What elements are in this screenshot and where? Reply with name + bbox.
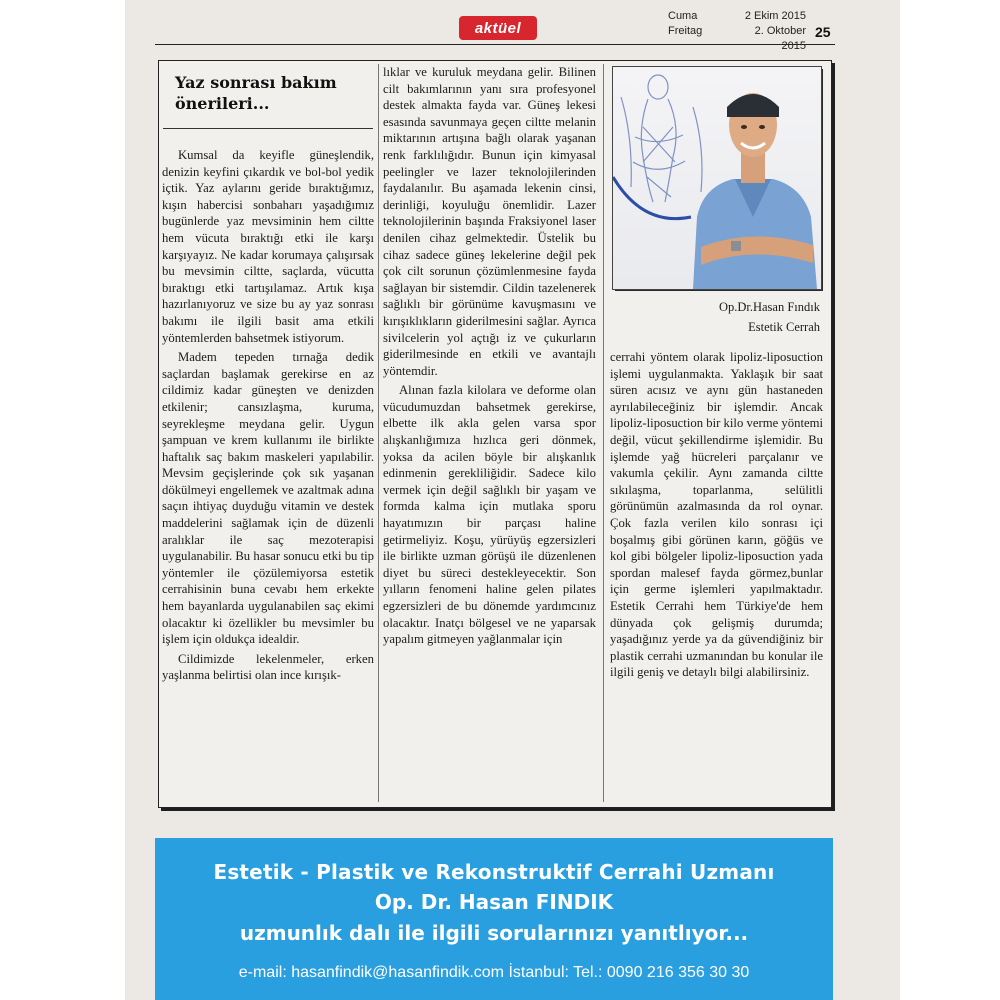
paragraph: Madem tepeden tırnağa dedik saçlardan başlamak gerekirse en az cildimiz kadar güneşten ve denizden etkilenir; cansızlaşma, kuruma, seyrekleşme meydana gelir. Uygun şampuan ve krem kullanımı ile birlikte haftalık saç bakım maskeleri yapılabilir. Mevsim geçişlerinde çok sık yaşanan dökülmeyi engellemek ve azaltmak adına saçın ihtiyaç duyduğu vitamin ve destek maddelerini sağlamak için de düzenli aralıklar ile saç mezoterapisi uygulanabilir. Bu hasar sonucu etki bu tip yöntemler ile çözülemiyorsa estetik cerrahisinin buna cevabı hem erkekte hem bayanlarda uygulanabilen saç ekimi olacaktır ki özellikler bu mevsimler bu işlem için oldukça idealdir. — [162, 350, 374, 647]
headline-rule — [163, 128, 373, 129]
page-number: 25 — [815, 24, 831, 40]
paragraph: cerrahi yöntem olarak lipoliz-liposuction işlemi uygulanmakta. Yaklaşık bir saat süren acısız ve aynı gün hastaneden ayrılabileceğiniz bir işlemdir. Ancak lipoliz-liposuction bir kilo verme yöntemi değil, vücut şekillendirme işlemidir. Bu işlemde yağ hücreleri parçalanır ve vakumla çekilir. Aynı zamanda ciltte sıkılaşma, toparlanma, selülitli görünümün azalmasında da rol oynar. Çok fazla verilen kilo sonrası içi boşalmış gibi görünen karın, göğüs ve kol gibi bölgeler lipoliz-liposuction yada spordan malesef fayda görmez,bunlar için germe işlemleri yapılmaktadır. Estetik Cerrahi hem Türkiye'de hem dünyada çok gelişmiş durumda; yaşadığınız yerde ya da güvendiğiniz bir plastik cerrahi uzmanından bu konular ile ilgili geniş ve detaylı bilgi alabilirsiniz. — [610, 350, 823, 680]
article-column-3 — [610, 349, 823, 681]
column-divider — [603, 64, 604, 802]
day-tr: Cuma — [668, 10, 698, 22]
banner-line-1: Estetik - Plastik ve Rekonstruktif Cerrahi Uzmanı — [213, 860, 775, 884]
aktuel-logo: aktüel — [459, 16, 537, 40]
date-de: 2. Oktober 2015 — [754, 25, 806, 52]
banner-line-3: uzmunlık dalı ile ilgili sorularınızı yanıtlıyor... — [239, 921, 749, 945]
advert-banner — [155, 838, 833, 1000]
doctor-portrait-photo — [612, 66, 822, 290]
article-headline: Yaz sonrası bakım önerileri... — [175, 73, 337, 113]
paragraph: Alınan fazla kilolara ve deforme olan vücudumuzdan bahsetmek gerekirse, elbette ilk akla gelen varsa spor alışkanlığımıza hızlıca geri dönmek, yoksa da acilen böyle bir alışkanlık edinmenin gerekliliğidir. Sadece kilo vermek için değil sağlıklı bir yaşam ve formda kalma için mutlaka sporu hayatımızın bir parçası haline getirmeliyiz. Koşu, yürüyüş egzersizleri ile birlikte uzman görüşü ile düzenlenen diyet bu süreci destekleyecektir. Son yılların fenomeni haline gelen pilates egzersizleri de bu dönemde yardımcınız olacaktır. Inatçı bölgesel ve ne yaparsak yapalım gitmeyen yağlanmalar için — [383, 383, 596, 647]
article-column-1 — [162, 147, 374, 684]
header-rule — [155, 44, 835, 45]
header-dates — [728, 9, 806, 54]
page-margin — [900, 0, 1000, 1000]
column-divider — [378, 64, 379, 802]
banner-line-2: Op. Dr. Hasan FINDIK — [374, 890, 614, 914]
article-column-2 — [383, 64, 596, 648]
paragraph: Kumsal da keyifle güneşlendik, denizin keyfini çıkardık ve bol-bol yedik içtik. Yaz aylarını geride bıraktığımız, kışın habercisi sonbaharı yaşadığımız bugünlerde yaz mevsiminin hem ciltte hem vücuta bıraktığı etki ile karşı karşıyayız. Ne kadar korumaya çalışırsak bu mevsimin ciltte, saçlarda, vücutta bıraktıgı etki tartışılamaz. Artık kışa hazırlanıyoruz ve size bu ay yaz sonrası bakımı ile ilgili basit ama etkili yöntemlerden bahsetmek istiyorum. — [162, 148, 374, 345]
caption-title: Estetik Cerrah — [748, 320, 820, 334]
paragraph: lıklar ve kuruluk meydana gelir. Bilinen cilt bakımlarının yanı sıra profesyonel destek almakta fayda var. Güneş lekesi esasında savunmaya geçen ciltte melanin miktarının artışına bağlı olarak yaşanan renk farklılığıdır. Bunun için kimyasal peelingler ve lazer teknolojilerinden faydalanılır. Bu aşamada lekenin cinsi, derinliği, koyuluğu önemlidir. Lazer teknolojilerinin başında Fraksiyonel laser denilen cihaz gelmektedir. Üstelik bu cihaz sadece güneş lekelerine değil pek çok cilt sorunun çözümlenmesine fayda sağlayan bir sistemdir. Cildin tazelenerek sağlıklı bir görünüme kavuşmasını ve kırışıklıkların giderilmesini sağlar. Ayrıca sivilcelerin yol açtığı iz ve çukurların giderilmesinde en etkili ve avantajlı yöntemdir. — [383, 65, 596, 378]
date-tr: 2 Ekim 2015 — [744, 10, 806, 22]
paragraph: Cildimizde lekelenmeler, erken yaşlanma belirtisi olan ince kırışık- — [162, 651, 374, 683]
day-de: Freitag — [668, 25, 703, 37]
banner-contact: e-mail: hasanfindik@hasanfindik.com İstanbul: Tel.: 0090 216 356 30 30 — [238, 964, 750, 981]
sculpture-sketch-illustration — [613, 67, 821, 289]
header-days — [668, 9, 702, 39]
photo-caption — [640, 297, 820, 337]
caption-name: Op.Dr.Hasan Fındık — [718, 300, 820, 314]
